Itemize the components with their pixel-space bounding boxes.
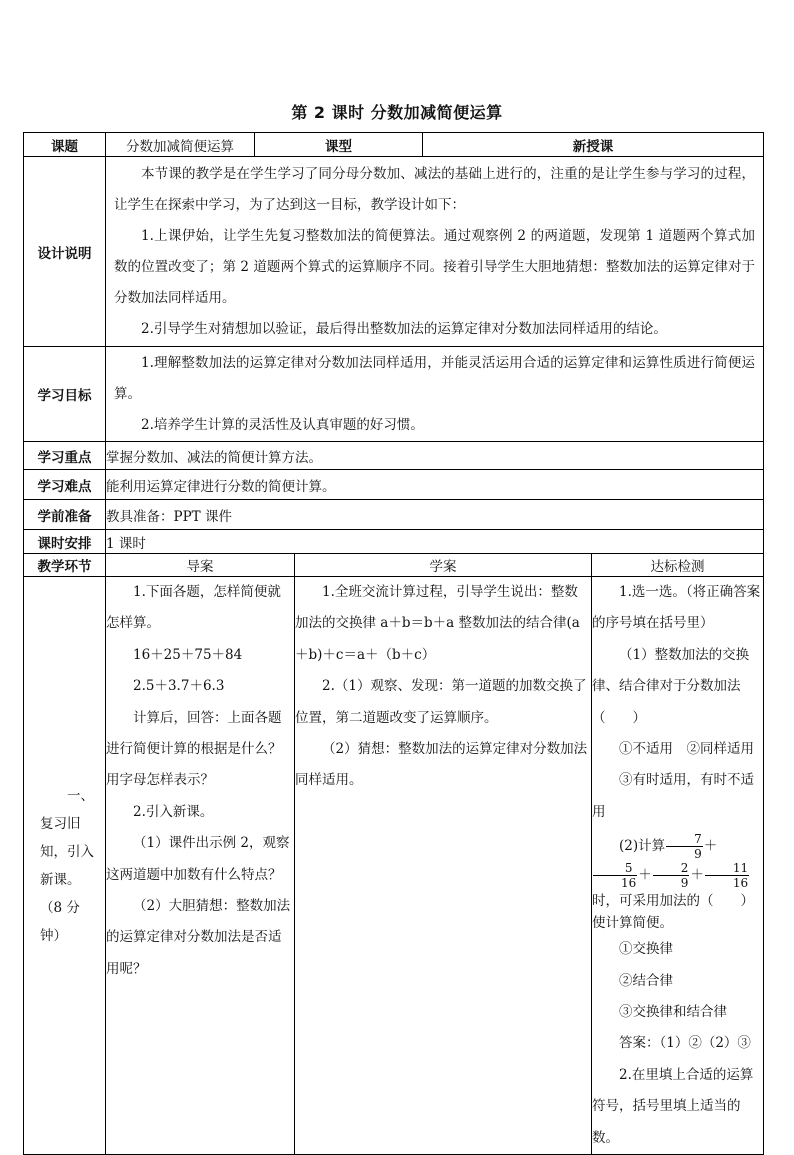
guide-column-header: 导案 (106, 554, 295, 577)
guide-item: 计算后，回答：上面各题进行简便计算的根据是什么？用字母怎样表示？ (106, 709, 282, 789)
design-paragraph: 本节课的教学是在学生学习了同分母分数加、减法的基础上进行的，注重的是让学生参与学习的过程，让学生在探索中学习，为了达到这一目标，教学设计如下： (114, 165, 755, 213)
check-option: ③交换律和结合律 (619, 1004, 727, 1021)
study-item: （2）猜想：整数加法的运算定律对分数加法同样适用。 (295, 741, 588, 789)
check-option-line: ①不适用 ②同样适用 (619, 741, 754, 758)
question-prefix: (2)计算 (619, 838, 666, 855)
plus-sign: ＋ (690, 867, 704, 884)
check-question-1-2 (592, 828, 763, 934)
process-header-row (24, 554, 764, 577)
check-option-line: ③有时适用，有时不适用 (592, 772, 754, 820)
question-suffix: 时，可采用加法的（ ）使计算简便。 (592, 893, 754, 932)
check-column (592, 577, 764, 1155)
study-item: 1.全班交流计算过程，引导学生说出：整数加法的交换律 a＋b＝b＋a 整数加法的结合律(a＋b)＋c＝a＋（b＋c） (295, 584, 580, 663)
guide-column (106, 577, 295, 1155)
type-label: 课型 (255, 133, 423, 157)
guide-item: 2.引入新课。 (133, 803, 214, 820)
key-point-value: 掌握分数加、减法的简便计算方法。 (106, 442, 764, 470)
lesson-plan-table (23, 132, 764, 1155)
check-question-2: 2.在里填上合适的运算符号，括号里填上适当的数。 (592, 1066, 754, 1146)
guide-item: （1）课件出示例 2，观察这两道题中加数有什么特点？ (106, 835, 290, 883)
design-paragraph: 1.上课伊始，让学生先复习整数加法的简便算法。通过观察例 2 的两道题，发现第 1 道题两个算式加数的位置改变了；第 2 道题两个算式的运算顺序不同。接着引导学生大胆地猜想：整数加法的运算定律对于分数加法同样适用。 (114, 227, 755, 306)
check-answer: 答案：（1）②（2）③ (619, 1035, 751, 1052)
difficulty-row (24, 470, 764, 500)
design-label: 设计说明 (24, 157, 106, 347)
section-label (24, 577, 106, 1155)
key-point-row (24, 442, 764, 470)
goals-content (106, 347, 764, 442)
guide-item: （2）大胆猜想：整数加法的运算定律对分数加法是否适用呢？ (106, 898, 291, 977)
difficulty-value: 能利用运算定律进行分数的简便计算。 (106, 470, 764, 500)
check-column-header: 达标检测 (592, 554, 764, 577)
preparation-label: 学前准备 (24, 500, 106, 530)
schedule-label: 课时安排 (24, 530, 106, 554)
schedule-value: 1 课时 (106, 530, 764, 554)
study-item: 2.（1）观察、发现：第一道题的加数交换了位置，第二道题改变了运算顺序。 (295, 678, 587, 726)
difficulty-label: 学习难点 (24, 470, 106, 500)
goals-label: 学习目标 (24, 347, 106, 442)
check-question-1-1: （1）整数加法的交换律、结合律对于分数加法（ ） (592, 646, 750, 726)
design-paragraph: 2.引导学生对猜想加以验证，最后得出整数加法的运算定律对分数加法同样适用的结论。 (141, 320, 667, 337)
check-option: ②结合律 (619, 972, 673, 989)
design-content (106, 157, 764, 347)
process-label: 教学环节 (24, 554, 106, 577)
key-point-label: 学习重点 (24, 442, 106, 470)
goals-paragraph: 2.培养学生计算的灵活性及认真审题的好习惯。 (141, 416, 424, 433)
guide-item: 2.5＋3.7＋6.3 (133, 678, 225, 695)
plus-sign: ＋ (638, 867, 652, 884)
plus-sign: ＋ (703, 838, 718, 855)
type-value: 新授课 (423, 133, 764, 157)
section-title: 一、复习旧知，引入新课。 (40, 787, 94, 888)
guide-item: 1.下面各题，怎样简便就怎样算。 (106, 584, 281, 632)
goals-paragraph: 1.理解整数加法的运算定律对分数加法同样适用，并能灵活运用合适的运算定律和运算性质进行简便运算。 (114, 354, 755, 402)
page-title: 第 2 课时 分数加减简便运算 (291, 103, 503, 122)
topic-row (24, 133, 764, 157)
topic-value: 分数加减简便运算 (106, 133, 255, 157)
check-question-1: 1.选一选。（将正确答案的序号填在括号里） (592, 584, 761, 632)
section-time: （8 分钟） (40, 899, 80, 944)
design-row (24, 157, 764, 347)
schedule-row (24, 530, 764, 554)
fraction: $\frac{11}{16}$ (705, 861, 749, 890)
preparation-row (24, 500, 764, 530)
study-column-header: 学案 (295, 554, 592, 577)
topic-label: 课题 (24, 133, 106, 157)
study-column (295, 577, 592, 1155)
fraction: $\frac{7}{9}$ (666, 832, 703, 861)
process-row (24, 577, 764, 1155)
guide-item: 16＋25＋75＋84 (133, 646, 243, 663)
fraction: $\frac{5}{16}$ (593, 861, 637, 890)
goals-row (24, 347, 764, 442)
preparation-value: 教具准备：PPT 课件 (106, 500, 764, 530)
fraction: $\frac{2}{9}$ (653, 861, 690, 890)
check-option: ①交换律 (619, 941, 673, 958)
